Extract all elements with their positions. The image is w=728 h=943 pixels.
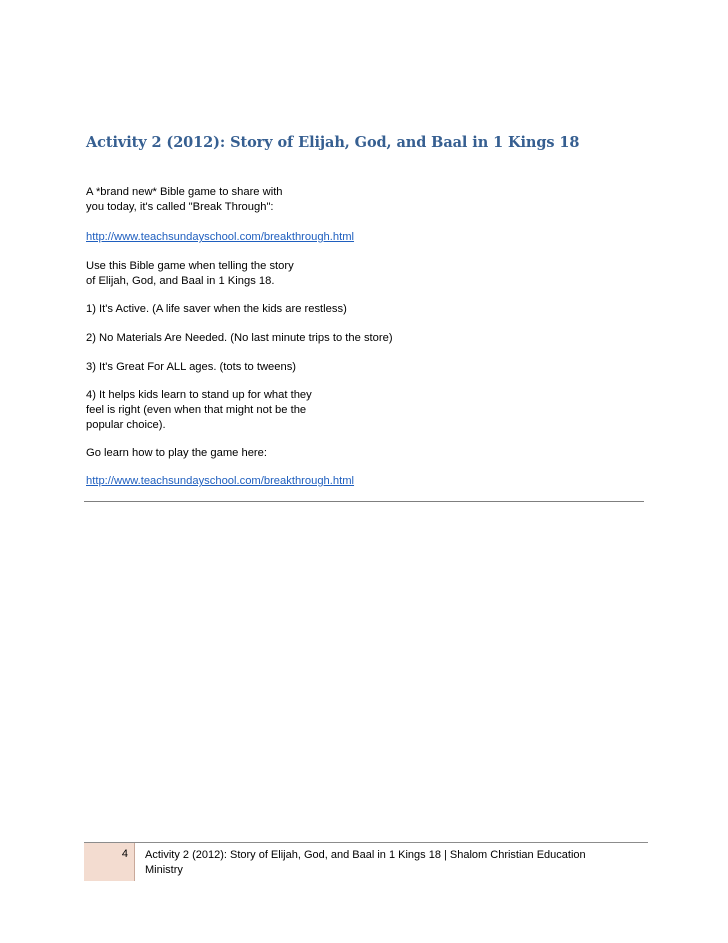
breakthrough-link-1[interactable]: http://www.teachsundayschool.com/breakthrough.html: [86, 231, 355, 243]
intro-paragraph: [86, 185, 646, 215]
footer-line-2: Ministry: [145, 864, 183, 876]
page-number: 4: [121, 848, 128, 860]
usage-line-2: of Elijah, God, and Baal in 1 Kings 18.: [86, 275, 275, 287]
point-4-line-3: popular choice).: [86, 419, 166, 431]
point-2-paragraph: [86, 331, 646, 346]
intro-line-1: A *brand new* Bible game to share with: [86, 186, 283, 198]
usage-line-1: Use this Bible game when telling the story: [86, 260, 294, 272]
learn-paragraph: [86, 446, 646, 461]
point-3-paragraph: [86, 360, 646, 375]
point-1-paragraph: [86, 302, 646, 317]
intro-line-2: you today, it's called "Break Through":: [86, 201, 274, 213]
footer-title: [145, 848, 635, 878]
point-4-line-2: feel is right (even when that might not be the: [86, 404, 307, 416]
learn-line: Go learn how to play the game here:: [86, 447, 267, 459]
section-divider: [84, 501, 644, 502]
point-4-line-1: 4) It helps kids learn to stand up for what they: [86, 389, 312, 401]
point-2-line: 2) No Materials Are Needed. (No last minute trips to the store): [86, 332, 393, 344]
point-1-line: 1) It's Active. (A life saver when the kids are restless): [86, 303, 347, 315]
point-4-paragraph: [86, 388, 646, 433]
usage-paragraph: [86, 259, 646, 289]
page-number-box: [84, 843, 135, 881]
link-paragraph-1: [86, 230, 646, 245]
point-3-line: 3) It's Great For ALL ages. (tots to tweens): [86, 361, 297, 373]
page-heading: Activity 2 (2012): Story of Elijah, God, and Baal in 1 Kings 18: [86, 134, 580, 151]
footer-line-1: Activity 2 (2012): Story of Elijah, God, and Baal in 1 Kings 18 | Shalom Christian Education: [145, 849, 586, 861]
footer-divider: [84, 842, 648, 843]
breakthrough-link-2[interactable]: http://www.teachsundayschool.com/breakthrough.html: [86, 475, 355, 487]
link-paragraph-2: [86, 474, 646, 489]
